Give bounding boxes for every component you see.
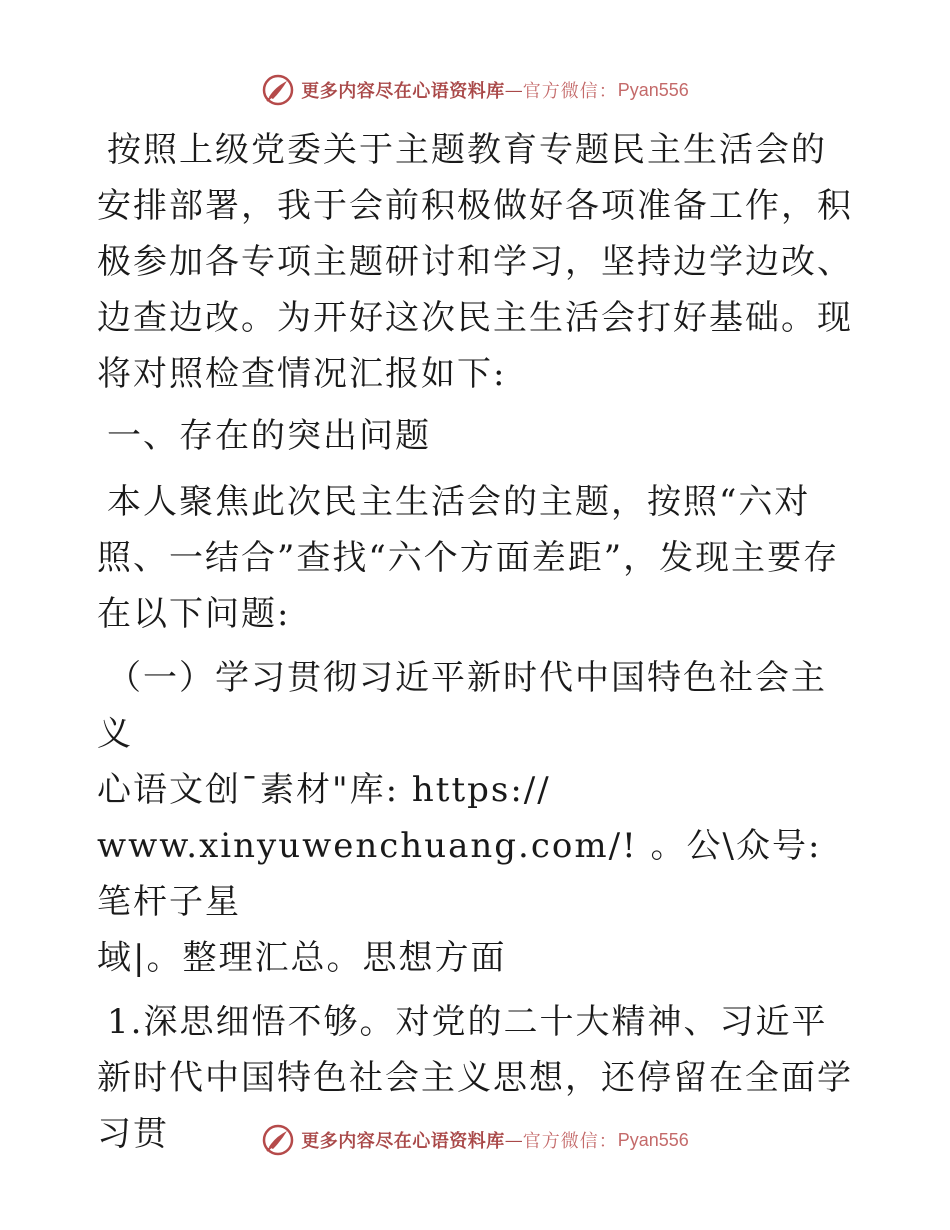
item-one-paragraph: 1.深思细悟不够。对党的二十大精神、习近平新时代中国特色社会主义思想，还停留在全面学习贯: [97, 1002, 853, 1154]
wechat-id: Pyan556: [617, 79, 689, 100]
subsection-line: （一）学习贯彻习近平新时代中国特色社会主义: [97, 658, 827, 754]
quill-logo-icon: [261, 1123, 295, 1157]
header-watermark: [0, 70, 950, 110]
subsection-one: [97, 650, 857, 986]
separator-dash: —: [504, 79, 523, 101]
separator-dash: —: [504, 1129, 523, 1151]
official-label: 官方微信：: [522, 1131, 618, 1152]
document-body: [97, 122, 857, 1170]
focus-paragraph: 本人聚焦此次民主生活会的主题，按照“六对照、一结合”查找“六个方面差距”，发现主要存在以下问题:: [97, 482, 840, 634]
intro-paragraph: 按照上级党委关于主题教育专题民主生活会的安排部署，我于会前积极做好各项准备工作，积极参加各专项主题研讨和学习，坚持边学边改、边查边改。为开好这次民主生活会打好基础。现将对照检查情况汇报如下:: [97, 130, 853, 394]
subsection-line: www.xinyuwenchuang.com/! 。公\众号: 笔杆子星: [97, 826, 822, 922]
quill-logo-icon: [261, 73, 295, 107]
footer-watermark: [0, 1120, 950, 1160]
subsection-line: 心语文创¯素材"库: https://: [97, 770, 551, 810]
subsection-line: 域|。整理汇总。思想方面: [97, 938, 507, 978]
wechat-id: Pyan556: [617, 1129, 689, 1150]
brand-text: 更多内容尽在心语资料库: [301, 81, 505, 102]
section-heading: 一、存在的突出问题: [107, 416, 431, 456]
official-label: 官方微信：: [522, 81, 618, 102]
brand-text: 更多内容尽在心语资料库: [301, 1131, 505, 1152]
